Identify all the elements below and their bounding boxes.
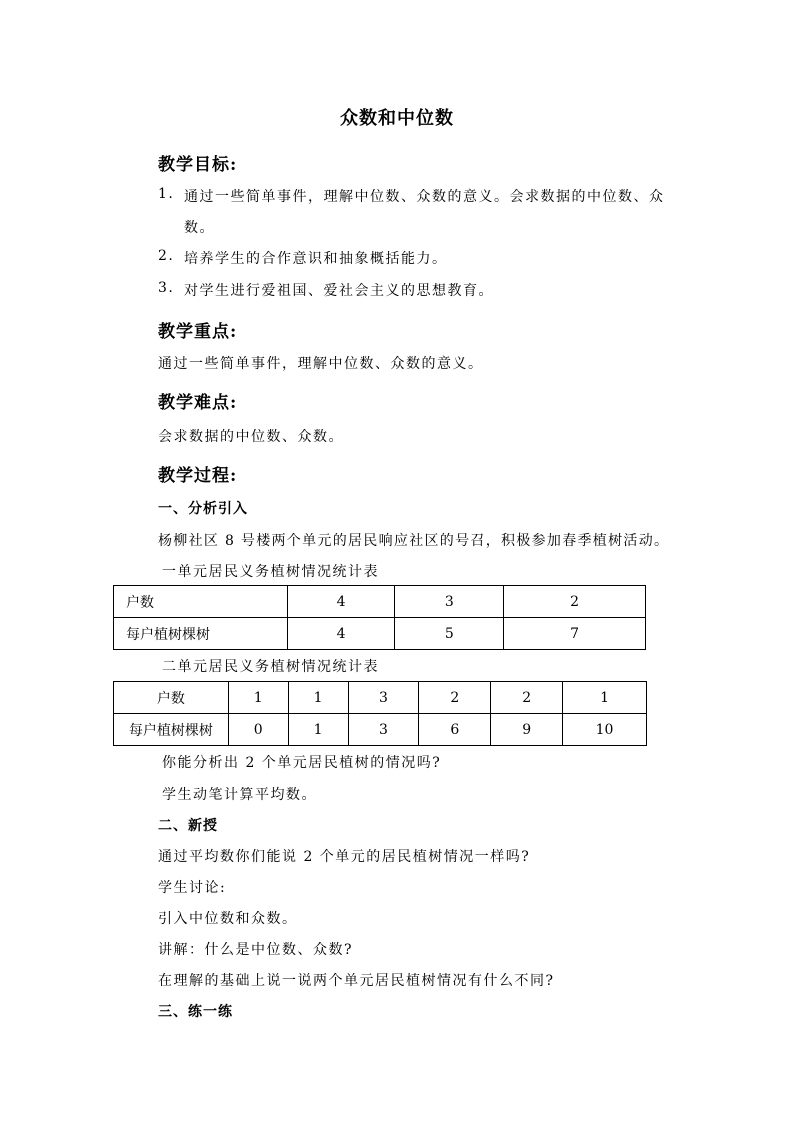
key-points-text: 通过一些简单事件，理解中位数、众数的意义。 [158, 356, 484, 372]
objective-1-number: 1. [158, 186, 175, 202]
table2-cell: 1 [228, 682, 288, 714]
page-title: 众数和中位数 [340, 108, 454, 129]
table2-cell: 3 [348, 682, 419, 714]
table2-cell: 3 [348, 714, 419, 746]
objective-2-text: 培养学生的合作意识和抽象概括能力。 [184, 251, 448, 267]
section2-line: 引入中位数和众数。 [158, 911, 298, 927]
table2-cell: 0 [228, 714, 288, 746]
table1-cell: 4 [287, 618, 395, 650]
objective-1-line1: 通过一些简单事件，理解中位数、众数的意义。会求数据的中位数、众 [184, 189, 665, 205]
table1-row-trees [114, 618, 646, 650]
objective-3-number: 3. [158, 280, 175, 296]
table1-caption: 一单元居民义务植树情况统计表 [162, 564, 379, 580]
table2-cell: 1 [288, 682, 348, 714]
table2-cell: 10 [563, 714, 647, 746]
table1-cell: 4 [287, 586, 395, 618]
table2-row-households [114, 682, 647, 714]
table1-cell: 5 [395, 618, 504, 650]
difficulties-heading: 教学难点: [158, 393, 238, 413]
table2-row2-label: 每户植树棵树 [114, 714, 229, 746]
table2 [113, 681, 647, 746]
key-points-heading: 教学重点: [158, 322, 238, 342]
objective-3-text: 对学生进行爱祖国、爱社会主义的思想教育。 [184, 283, 494, 299]
table1-cell: 2 [504, 586, 646, 618]
table2-caption: 二单元居民义务植树情况统计表 [162, 659, 379, 675]
section1-heading: 一、分析引入 [158, 501, 248, 517]
table2-cell: 1 [288, 714, 348, 746]
table2-cell: 9 [491, 714, 563, 746]
table2-row-trees [114, 714, 647, 746]
table2-cell: 2 [419, 682, 491, 714]
section2-line: 在理解的基础上说一说两个单元居民植树情况有什么不同? [158, 973, 555, 989]
table1-row1-label: 户数 [114, 586, 288, 618]
section2-heading: 二、新授 [158, 818, 218, 834]
table1-row2-label: 每户植树棵树 [114, 618, 288, 650]
section1-activity: 学生动笔计算平均数。 [162, 787, 317, 803]
section2-line: 学生讨论: [158, 880, 227, 896]
table1-cell: 7 [504, 618, 646, 650]
section1-question: 你能分析出 2 个单元居民植树的情况吗? [162, 755, 442, 771]
table2-cell: 1 [563, 682, 647, 714]
objective-1-line2: 数。 [184, 220, 215, 236]
section2-line: 讲解：什么是中位数、众数? [158, 942, 354, 958]
table1-row-households [114, 586, 646, 618]
table1 [113, 585, 646, 650]
process-heading: 教学过程: [158, 466, 238, 486]
section2-line: 通过平均数你们能说 2 个单元的居民植树情况一样吗? [158, 849, 531, 865]
difficulties-text: 会求数据的中位数、众数。 [158, 429, 344, 445]
section3-heading: 三、练一练 [158, 1004, 233, 1020]
section1-intro: 杨柳社区 8 号楼两个单元的居民响应社区的号召，积极参加春季植树活动。 [158, 533, 670, 549]
table2-cell: 2 [491, 682, 563, 714]
table2-cell: 6 [419, 714, 491, 746]
objective-2-number: 2. [158, 248, 175, 264]
objectives-heading: 教学目标: [158, 155, 238, 175]
table2-row1-label: 户数 [114, 682, 229, 714]
table1-cell: 3 [395, 586, 504, 618]
